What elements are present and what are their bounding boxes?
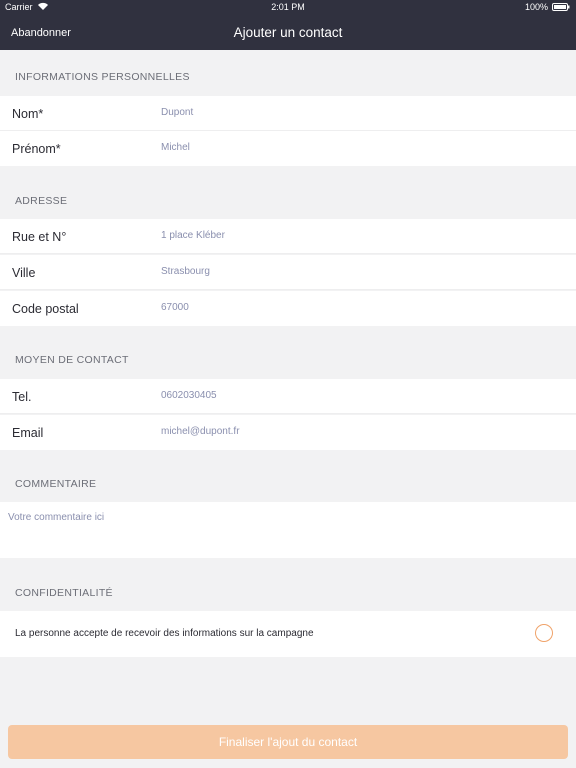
last-name-input[interactable] (161, 103, 561, 121)
consent-text: La personne accepte de recevoir des informations sur la campagne (15, 628, 314, 639)
field-label: Email (12, 426, 44, 440)
section-title: CONFIDENTIALITÉ (15, 587, 113, 599)
field-row-first-name (0, 131, 576, 166)
finish-button[interactable]: Finaliser l'ajout du contact (8, 725, 568, 759)
street-input[interactable] (161, 226, 561, 244)
phone-input[interactable] (161, 386, 561, 404)
field-label: Ville (12, 266, 36, 280)
field-label: Rue et N° (12, 230, 67, 244)
email-input[interactable] (161, 422, 561, 440)
section-title: MOYEN DE CONTACT (15, 354, 129, 366)
field-row-last-name (0, 96, 576, 131)
postal-code-input[interactable] (161, 298, 561, 316)
field-row-city (0, 255, 576, 290)
carrier-label: Carrier (5, 2, 33, 12)
divider (0, 253, 576, 254)
field-label: Nom* (12, 107, 44, 121)
divider (0, 289, 576, 290)
comment-box (0, 502, 576, 558)
consent-row[interactable] (0, 611, 576, 657)
field-label: Code postal (12, 302, 79, 316)
field-row-street (0, 219, 576, 254)
first-name-input[interactable] (161, 138, 561, 156)
consent-radio-icon[interactable] (535, 624, 553, 642)
field-row-email (0, 415, 576, 450)
navigation-bar (0, 16, 576, 50)
divider (0, 413, 576, 414)
battery-icon (552, 3, 570, 11)
battery-percent: 100% (524, 2, 548, 12)
status-bar (0, 0, 576, 16)
cancel-button[interactable]: Abandonner (11, 27, 71, 39)
section-title: COMMENTAIRE (15, 478, 97, 490)
field-row-postal-code (0, 291, 576, 326)
section-title: ADRESSE (15, 195, 68, 207)
comment-textarea[interactable] (8, 512, 564, 552)
field-label: Prénom* (12, 142, 61, 156)
field-label: Tel. (12, 390, 32, 404)
section-title: INFORMATIONS PERSONNELLES (15, 71, 190, 83)
city-input[interactable] (161, 262, 561, 280)
field-row-phone (0, 379, 576, 414)
status-time: 2:01 PM (271, 2, 305, 12)
page-title: Ajouter un contact (233, 25, 343, 40)
